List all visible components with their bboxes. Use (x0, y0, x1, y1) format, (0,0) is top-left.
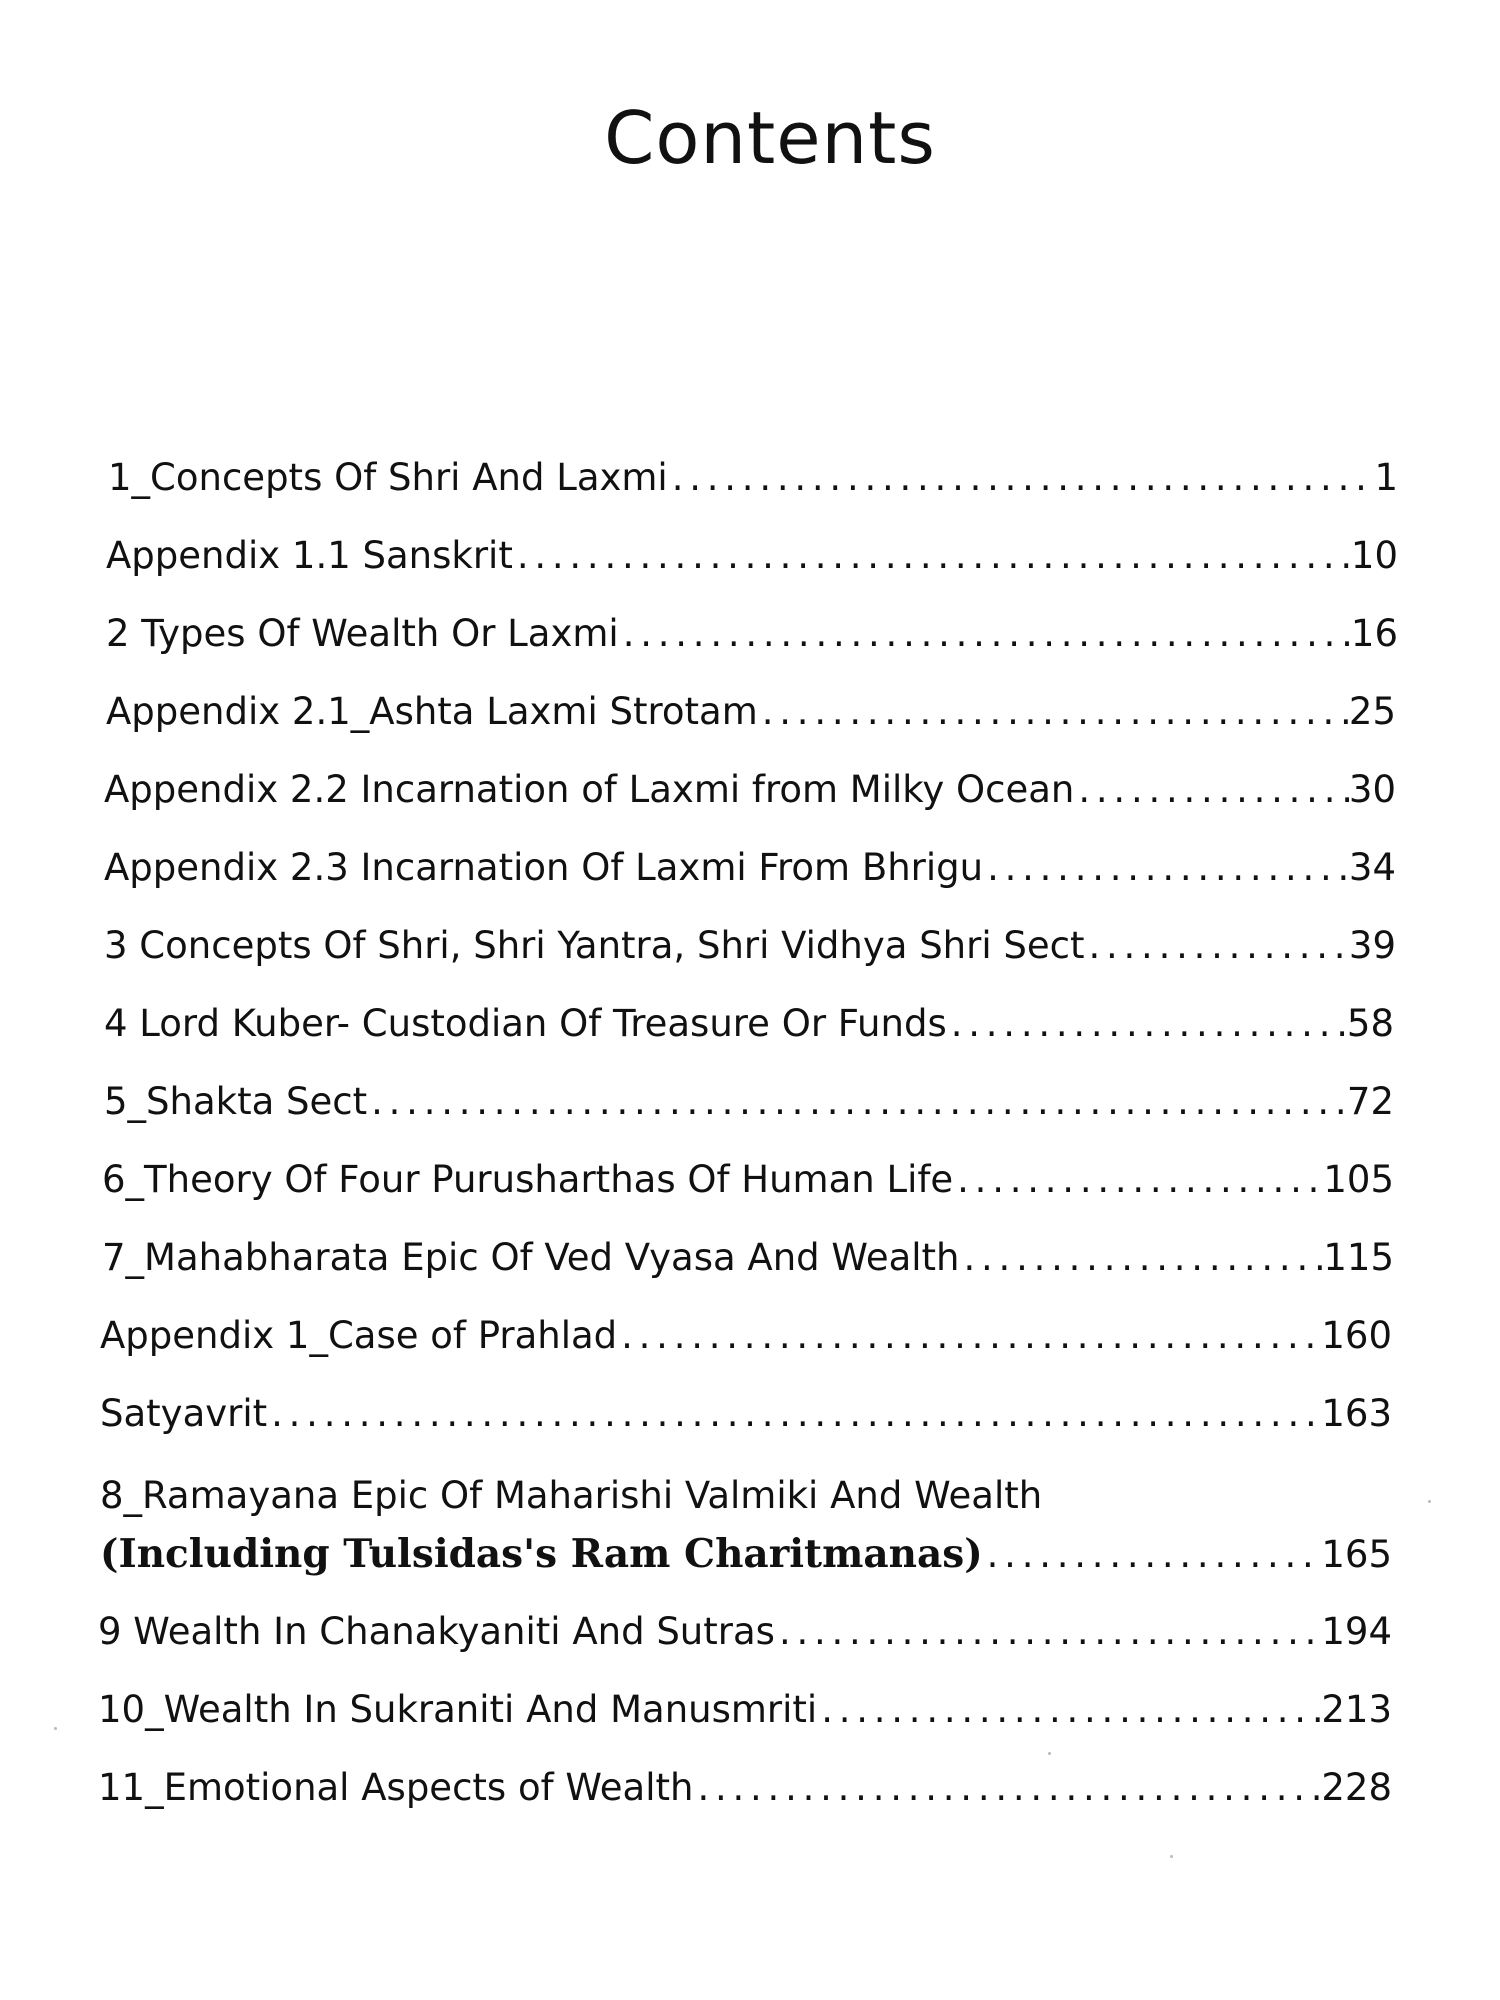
toc-entry-label: 6_Theory Of Four Purusharthas Of Human Life (102, 1158, 954, 1201)
toc-entry-label: Appendix 2.2 Incarnation of Laxmi from Milky Ocean (104, 768, 1075, 811)
toc-entry-label: 10_Wealth In Sukraniti And Manusmriti (98, 1688, 818, 1731)
toc-page-number: 10 (1350, 534, 1398, 577)
toc-entry (108, 455, 1398, 501)
toc-entry-label: Satyavrit (100, 1392, 268, 1435)
toc-page-number: 39 (1348, 924, 1396, 967)
toc-entry (102, 1157, 1394, 1203)
toc-entry (104, 1079, 1394, 1125)
dot-leader (983, 1532, 1322, 1578)
dot-leader (367, 1079, 1347, 1125)
toc-entry-label-line2: (Including Tulsidas's Ram Charitmanas) (100, 1531, 983, 1577)
dot-leader (267, 1391, 1321, 1437)
toc-page-number: 115 (1323, 1236, 1394, 1279)
toc-entry-label: Appendix 1.1 Sanskrit (106, 534, 513, 577)
dot-leader (758, 689, 1349, 735)
toc-entry (100, 1391, 1392, 1437)
scan-speck (1428, 1500, 1431, 1503)
toc-entry (100, 1313, 1392, 1359)
toc-page-number: 213 (1321, 1688, 1392, 1731)
toc-entry-label: 1_Concepts Of Shri And Laxmi (108, 456, 668, 499)
toc-entry (100, 1531, 1392, 1578)
toc-page-number: 34 (1348, 846, 1396, 889)
toc-entry (106, 611, 1398, 657)
scan-speck (1048, 1752, 1051, 1755)
toc-page-number: 58 (1346, 1002, 1394, 1045)
dot-leader (668, 455, 1375, 501)
dot-leader (619, 611, 1351, 657)
toc-page-number: 105 (1323, 1158, 1394, 1201)
dot-leader (1074, 767, 1349, 813)
toc-entry (98, 1765, 1392, 1811)
dot-leader (947, 1001, 1347, 1047)
toc-page-number: 30 (1348, 768, 1396, 811)
dot-leader (617, 1313, 1321, 1359)
dot-leader (693, 1765, 1321, 1811)
toc-page-number: 1 (1374, 456, 1398, 499)
dot-leader (817, 1687, 1321, 1733)
dot-leader (775, 1609, 1321, 1655)
toc-entry-label: Appendix 2.3 Incarnation Of Laxmi From Bhrigu (104, 846, 984, 889)
toc-entry-label: 2 Types Of Wealth Or Laxmi (106, 612, 619, 655)
dot-leader (953, 1157, 1323, 1203)
toc-page-number: 16 (1350, 612, 1398, 655)
toc-entry-label: 7_Mahabharata Epic Of Ved Vyasa And Wealth (102, 1236, 960, 1279)
dot-leader (960, 1235, 1324, 1281)
scan-speck (54, 1727, 57, 1730)
toc-entry (98, 1687, 1392, 1733)
toc-entry-label: 5_Shakta Sect (104, 1080, 368, 1123)
toc-entry (104, 1001, 1394, 1047)
toc-entry (106, 689, 1396, 735)
toc-page-number: 163 (1321, 1392, 1392, 1435)
toc-entry (104, 767, 1396, 813)
toc-page-number: 72 (1346, 1080, 1394, 1123)
toc-entry (104, 845, 1396, 891)
toc-page-number: 160 (1321, 1314, 1392, 1357)
toc-entry-label: 9 Wealth In Chanakyaniti And Sutras (98, 1610, 775, 1653)
toc-entry (104, 923, 1396, 969)
page-title: Contents (604, 96, 936, 180)
toc-entry-label: Appendix 1_Case of Prahlad (100, 1314, 618, 1357)
toc-page-number: 165 (1321, 1533, 1392, 1576)
toc-entry-label: 11_Emotional Aspects of Wealth (98, 1766, 694, 1809)
toc-entry (98, 1609, 1392, 1655)
toc-entry-label: 4 Lord Kuber- Custodian Of Treasure Or Funds (104, 1002, 947, 1045)
toc-entry-label: Appendix 2.1_Ashta Laxmi Strotam (106, 690, 758, 733)
toc-page-number: 194 (1321, 1610, 1392, 1653)
dot-leader (1084, 923, 1348, 969)
toc-page-number: 228 (1321, 1766, 1392, 1809)
toc-entry-label: 8_Ramayana Epic Of Maharishi Valmiki And Wealth (100, 1474, 1043, 1517)
toc-page-number: 25 (1348, 690, 1396, 733)
dot-leader (983, 845, 1349, 891)
toc-entry (102, 1235, 1394, 1281)
toc-entry (106, 533, 1398, 579)
scan-speck (1170, 1855, 1173, 1858)
toc-entry-label: 3 Concepts Of Shri, Shri Yantra, Shri Vidhya Shri Sect (104, 924, 1085, 967)
dot-leader (513, 533, 1351, 579)
